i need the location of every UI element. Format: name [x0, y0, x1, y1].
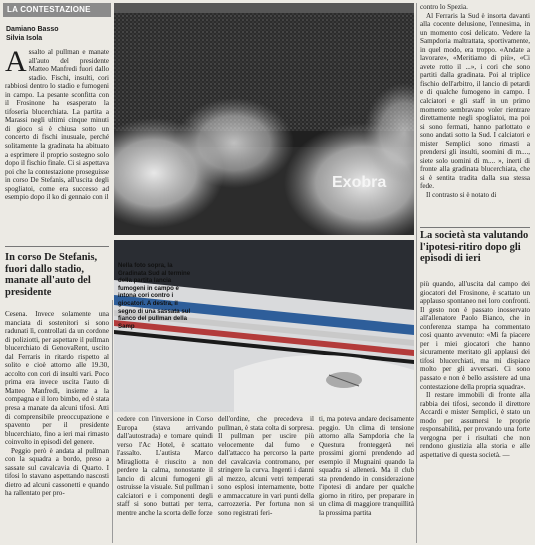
body-paragraph: Cesena. Invece solamente una manciata di sostenitori si sono radunati lì, controllati da un cordone di poliziotti, per aspettare il pullman blucerchiato di GenovaRent, uscito dal Ferraris in ritardo rispetto al solito e cioè attorno alle 19.30, accolto con cori di insulti vari. Poco prima era invece uscita l'auto di Matteo Manfredi, insieme a la compagna e il loro bimbo, ed è stata presa a manate da alcuni tifosi. Atti di comprensibile preoccupazione e spavento per il presidente blucerchiato, fino a ieri mai rimasto coinvolto in episodi del genere. [5, 310, 109, 447]
photo-caption: Nella foto sopra, la Gradinata Sud al termine della partita lancia fumogeni in campo e intona cori contro i giocatori. A destra, il segno di una sassata sul fianco del pullman della Samp [118, 262, 191, 330]
author-name: Silvia Isola [6, 34, 43, 42]
body-paragraph: dell'ordine, che precedeva il pullman, è stata colta di sorpresa. Il pullman per uscire più velocemente dal fumo e dall'attacco ha percorso la parte del cavalcavia contromano, per stringere la curva. Ingenti i danni al mezzo, alcuni vetri temperati sono esplosi internamente, botte e ammaccature in vari punti della carrozzeria. Per fortuna non si sono registrati feri- [218, 415, 314, 518]
stadium-photo [114, 3, 414, 235]
column-divider [112, 300, 113, 543]
author-name: Damiano Basso [6, 26, 59, 33]
body-paragraph: contro lo Spezia. [420, 3, 468, 11]
subhead: In corso De Stefanis, fuori dallo stadio, manate all'auto del presidente [5, 252, 98, 298]
body-column-3 [218, 415, 314, 543]
body-paragraph: Il contrasto si è notato di [426, 191, 497, 200]
sidehead: La società sta valutando l'ipotesi-ritiro dopo gli episodi di ieri [420, 230, 529, 265]
byline [6, 26, 106, 43]
column-divider [416, 3, 417, 543]
body-paragraph: Peggio però è andata al pullman con la squadra a bordo, preso a sassate sul cavalcavia di Quarto. I tifosi lo stavano aspettando nascosti dietro ad alcuni cassonetti e quando ha rallentato per pro- [5, 446, 109, 498]
body-column-2 [117, 415, 213, 543]
sidehead-rule [420, 227, 530, 228]
section-label: LA CONTESTAZIONE [7, 5, 91, 14]
body-paragraph: Il restare immobili di fronte alla rabbia dei tifosi, secondo il direttore Accardi e mister Semplici, è stato un modo per assumersi le proprie responsabilità, per provando una forte vergogna per i risultati che non rendono giustizia alla storia e alle aspettative di questa società. — [420, 391, 530, 459]
lead-paragraph: ssalto al pullman e manate all'auto del presidente Matteo Manfredi fuori dallo stadio. Fischi, insulti, cori rabbiosi dentro lo stadio e fumogeni in campo. La pesante sconfitta con il Frosinone ha esasperato la tifoseria blucerchiata. La partita a Marassi negli ultimi cinque minuti di gioco si è chiusa sotto un concerto di fischi inusuale, perché solitamente la gradinata ha abituato a esprimere il proprio sostegno solo dopo il fischio finale. Ci si aspettava poi che la contestazione proseguisse in corso De Stefanis, all'uscita degli spogliatoi, come era successo ad esempio dopo il ko di gennaio con il [5, 48, 109, 202]
right-column-bottom [420, 280, 530, 543]
drop-cap: A [5, 48, 27, 78]
subhead-rule [5, 246, 109, 247]
body-column-4 [319, 415, 414, 543]
body-paragraph: Al Ferraris la Sud è insorta davanti alla cocente delusione, l'ennesima, in un momento così delicato. Vedere la Sampdoria maltrattata, sportivamente, in quel modo, era troppo. «Andate a lavorare», «Meritiamo di più», «Ci avete rotto il ...», i cori che sono partiti dalla gradinata. Poi al triplice fischio dell'arbitro, il lancio di petardi e di qualche fumogeno in campo. I calciatori e gli staff in un primo momento sembravano voler rientrare direttamente negli spogliatoi, ma poi si sono fermati, hanno parlottato e sono andati sotto la Sud. I calciatori e mister Semplici sono rimasti a prendersi gli insulti, soomini di m...., siete solo uomini di m.... », inerti di fronte alla gradinata blucerchiata, che si è sentita tradita dalla sua stessa fede. [420, 11, 530, 191]
body-paragraph: ti, ma poteva andare decisamente peggio. Un clima di tensione attorno alla Sampdoria che la Questura fronteggerà nei prossimi giorni prendendo ad esempio il Mugnaini quando la squadra si allenerà. Ma il club sta prendendo in considerazione l'ipotesi di andare per qualche giorno in ritiro, per preparare in un clima di maggiore tranquillità la prossima partita [319, 415, 414, 518]
body-paragraph: più quando, all'uscita dal campo dei giocatori del Frosinone, è scattato un applauso spontaneo nei loro confronti. Il gesto non è passato inosservato all'allenatore Paolo Bianco, che in conferenza stampa ha commentato così quanto avvenuto: «Mi fa piacere per i miei giocatori che hanno sicuramente meritato gli applausi dei tifosi blucerchiati, ma mi dispiace molto per gli avversari. Ci sono passato e non è bello assistere ad una contestazione della propria squadra». [420, 280, 530, 391]
right-column-top [420, 3, 530, 225]
section-label-bar [3, 3, 111, 17]
body-column-1 [5, 310, 109, 543]
lead-column [5, 48, 109, 250]
stadium-photo-image [114, 3, 414, 235]
body-paragraph: cedere con l'inversione in Corso Europa (stava arrivando dall'autostrada) e tornare quindi verso l'Ac Hotel, è scattato l'assalto. L'autista Marco Miragliotta è riuscito a non perdere la calma, nonostante il lancio di alcuni fumogeni gli ostruisse la visuale. Sul pullman i calciatori e i componenti degli staff si sono buttati per terra, mentre anche la scorta delle forze [117, 415, 213, 518]
banner-text: Exobra [332, 174, 387, 191]
